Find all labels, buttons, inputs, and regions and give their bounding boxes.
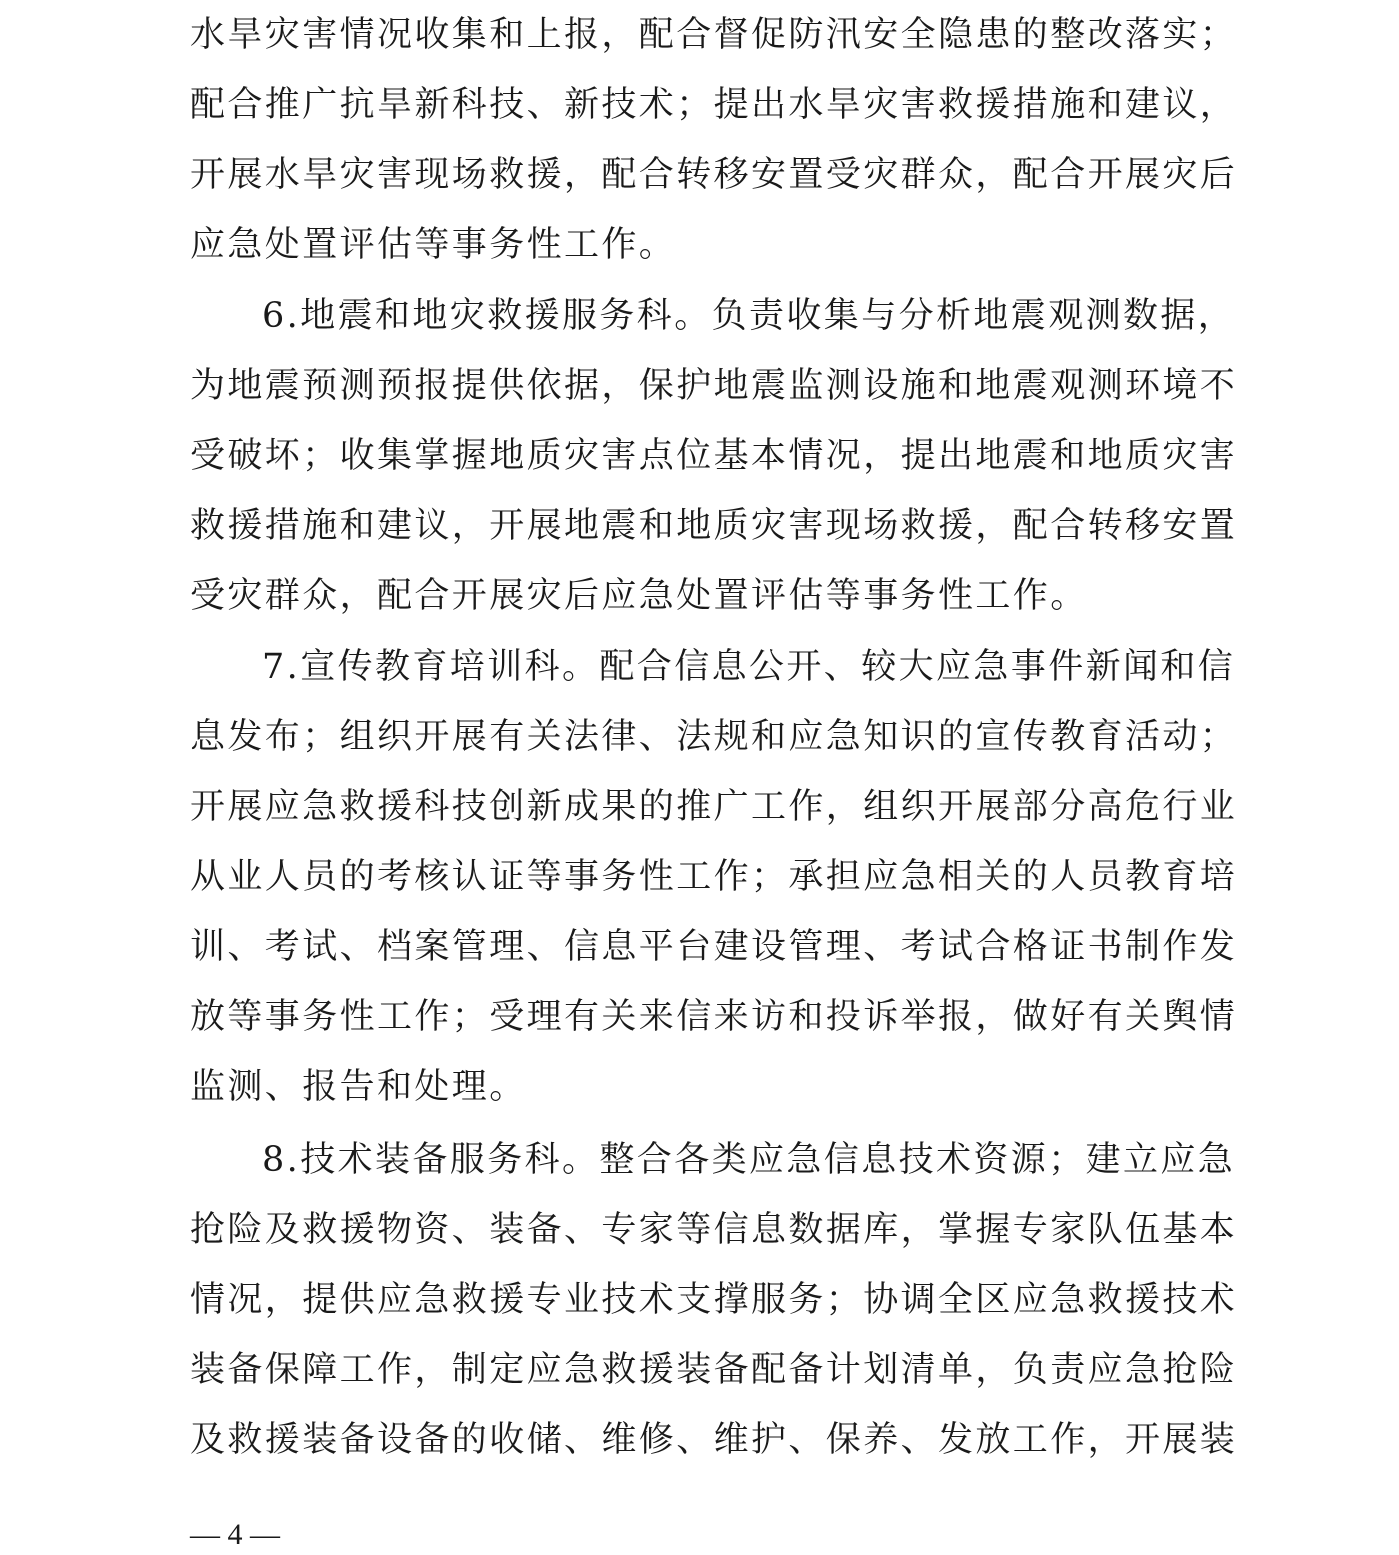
text-line: 情况，提供应急救援专业技术支撑服务；协调全区应急救援技术 [190, 1280, 1238, 1320]
text-line: 开展水旱灾害现场救援，配合转移安置受灾群众，配合开展灾后 [190, 155, 1238, 195]
page-number: — 4 — [190, 1518, 280, 1551]
text-line: 训、考试、档案管理、信息平台建设管理、考试合格证书制作发 [190, 927, 1238, 967]
text-line: 受破坏；收集掌握地质灾害点位基本情况，提出地震和地质灾害 [190, 436, 1238, 476]
text-line: 监测、报告和处理。 [190, 1067, 527, 1107]
text-line: 放等事务性工作；受理有关来信来访和投诉举报，做好有关舆情 [190, 997, 1238, 1037]
section-heading-line: 8.技术装备服务科。整合各类应急信息技术资源；建立应急 [262, 1140, 1236, 1180]
text-line: 装备保障工作，制定应急救援装备配备计划清单，负责应急抢险 [190, 1350, 1238, 1390]
text-line: 救援措施和建议，开展地震和地质灾害现场救援，配合转移安置 [190, 506, 1238, 546]
text-line: 水旱灾害情况收集和上报，配合督促防汛安全隐患的整改落实； [190, 15, 1238, 55]
text-line: 抢险及救援物资、装备、专家等信息数据库，掌握专家队伍基本 [190, 1210, 1238, 1250]
text-line: 受灾群众，配合开展灾后应急处置评估等事务性工作。 [190, 576, 1088, 616]
text-line: 应急处置评估等事务性工作。 [190, 225, 677, 265]
text-line: 及救援装备设备的收储、维修、维护、保养、发放工作，开展装 [190, 1420, 1238, 1460]
text-line: 从业人员的考核认证等事务性工作；承担应急相关的人员教育培 [190, 857, 1238, 897]
section-heading-line: 6.地震和地灾救援服务科。负责收集与分析地震观测数据， [262, 296, 1236, 336]
text-line: 为地震预测预报提供依据，保护地震监测设施和地震观测环境不 [190, 366, 1238, 406]
text-line: 开展应急救援科技创新成果的推广工作，组织开展部分高危行业 [190, 787, 1238, 827]
text-line: 息发布；组织开展有关法律、法规和应急知识的宣传教育活动； [190, 717, 1238, 757]
text-line: 配合推广抗旱新科技、新技术；提出水旱灾害救援措施和建议， [190, 85, 1238, 125]
section-heading-line: 7.宣传教育培训科。配合信息公开、较大应急事件新闻和信 [262, 647, 1236, 687]
